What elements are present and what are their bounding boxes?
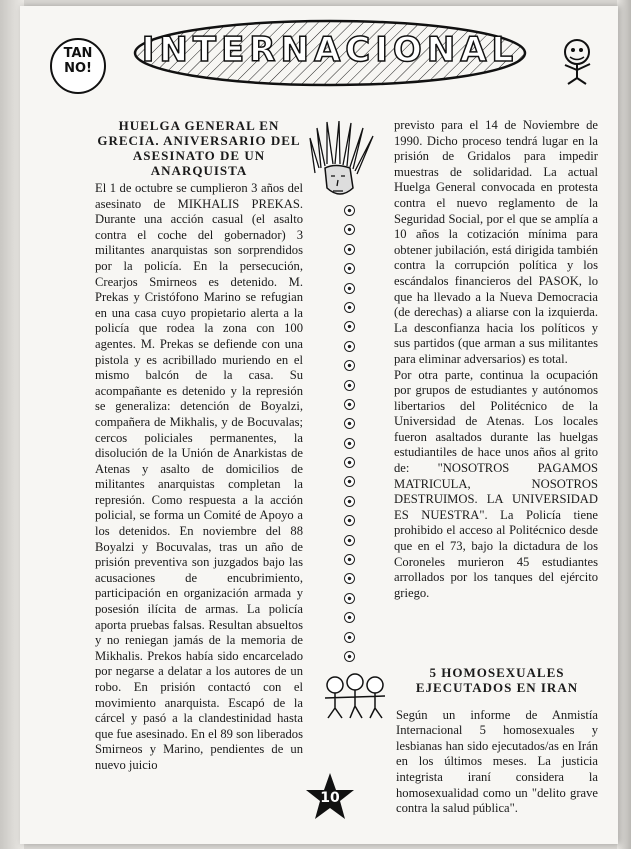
banner-title: INTERNACIONAL (141, 30, 519, 70)
article2 (396, 652, 598, 829)
article1-right-text-1: previsto para el 14 de Noviembre de 1990. Dicho proceso tendrá lugar en la prisión de Gridalos para impedir muestras de solidaridad. La actual Huelga General convocada en protesta contra el nuevo reglamento de la Seguridad Social, por el que se amplía a 10 años la cotización mínima para obtener jubilación, está dirigida también contra la corrupción política y los escándalos financieros del PASOK, lo que ha llevado a la Nueva Democracia (de derechas) a aliarse con la izquierda. La desconfianza hacia los políticos y sus partidos (que arman a sus militantes para eliminar adversarios) es total. (394, 118, 598, 366)
logo-line2: NO! (64, 61, 92, 76)
indian-chief-icon (305, 118, 385, 203)
article1-left-column (95, 118, 303, 774)
article1-right-text-2: Por otra parte, continua la ocupación por grupos de estudiantes y autónomos libertarios del Politécnico de la Universidad de Atenas. Los locales fueron asaltados durante las huelgas estudiantiles de hace unos años al grito de: "NOSOTROS PAGAMOS MATRICULA, NOSOTROS DESTRUIMOS. LA UNIVERSIDAD ES NUESTRA". La Policía tiene prohibido el acceso al Politécnico desde que en el 73, bajo la dictadura de los Coroneles murieron 45 estudiantes arrollados por los tanques del ejército griego. (394, 367, 598, 600)
article2-text: Según un informe de Anmistía Internacional 5 homosexuales y lesbianas han sido ejecutados/as en Irán en los últimos meses. La justicia integrista iraní considera la homosexualidad como un "delito grave contra la salud pública". (396, 707, 598, 816)
article2-headline: 5 HOMOSEXUALES EJECUTADOS EN IRAN (415, 665, 579, 695)
cartoon-character-icon (550, 30, 605, 85)
page-edge-right (617, 0, 631, 849)
article1-left-text: El 1 de octubre se cumplieron 3 años del asesinato de MIKHALIS PREKAS. Durante una acción casual (el asalto contra el coche del gobernador) 3 militantes anarquistas son sorprendidos por la policía. En la persecución, Crearjos Smirneos es detenido. M. Prekas y Cristófono Marino se refugian en una casa cuyo propietario alerta a la policía que rodea la zona con 100 agentes. M. Prekas se defiende con una pistola y es acribillado muriendo en el mismo balcón de la casa. Su acompañante es detenido y la represión se generaliza: detención de Boyalzi, compañera de Mikhalis, y de Bocuvalas; cercos policiales permanentes, la disolución de la Unión de Anarkistas de Atenas y asalto de domicilios de militantes anarquistas completan la represión. Como respuesta a la acción policial, se forma un Comité de Apoyo a los detenidos. En noviembre del 88 Boyalzi y Bocuvalas, tras un año de prisión preventiva son juzgados bajo las acusaciones de encubrimiento, participación en organización armada y posesión ilícita de armas. La policía aporta pruebas falsas. Resultan absueltos y no reniegan jamás de la memoria de Mikhalis. Prekos había sido encarcelado por negarse a delatar a los autores de un robo. En prisión contactó con el movimiento anarquista. Escapó de la cárcel y pasó a la clandestinidad hasta que fue asesinado. En el 89 son liberados Smirneos y Marino, pendientes de un nuevo juicio (95, 181, 303, 772)
article1-right-column (394, 118, 598, 601)
tan-no-logo (50, 38, 106, 94)
page-number: 10 (320, 790, 340, 806)
dancing-figures-icon (320, 670, 390, 720)
dot-divider (343, 205, 357, 615)
article1-headline: HUELGA GENERAL EN GRECIA. ANIVERSARIO DEL ASESINATO DE UN ANARQUISTA (97, 118, 301, 178)
logo-line1: TAN (63, 46, 93, 61)
